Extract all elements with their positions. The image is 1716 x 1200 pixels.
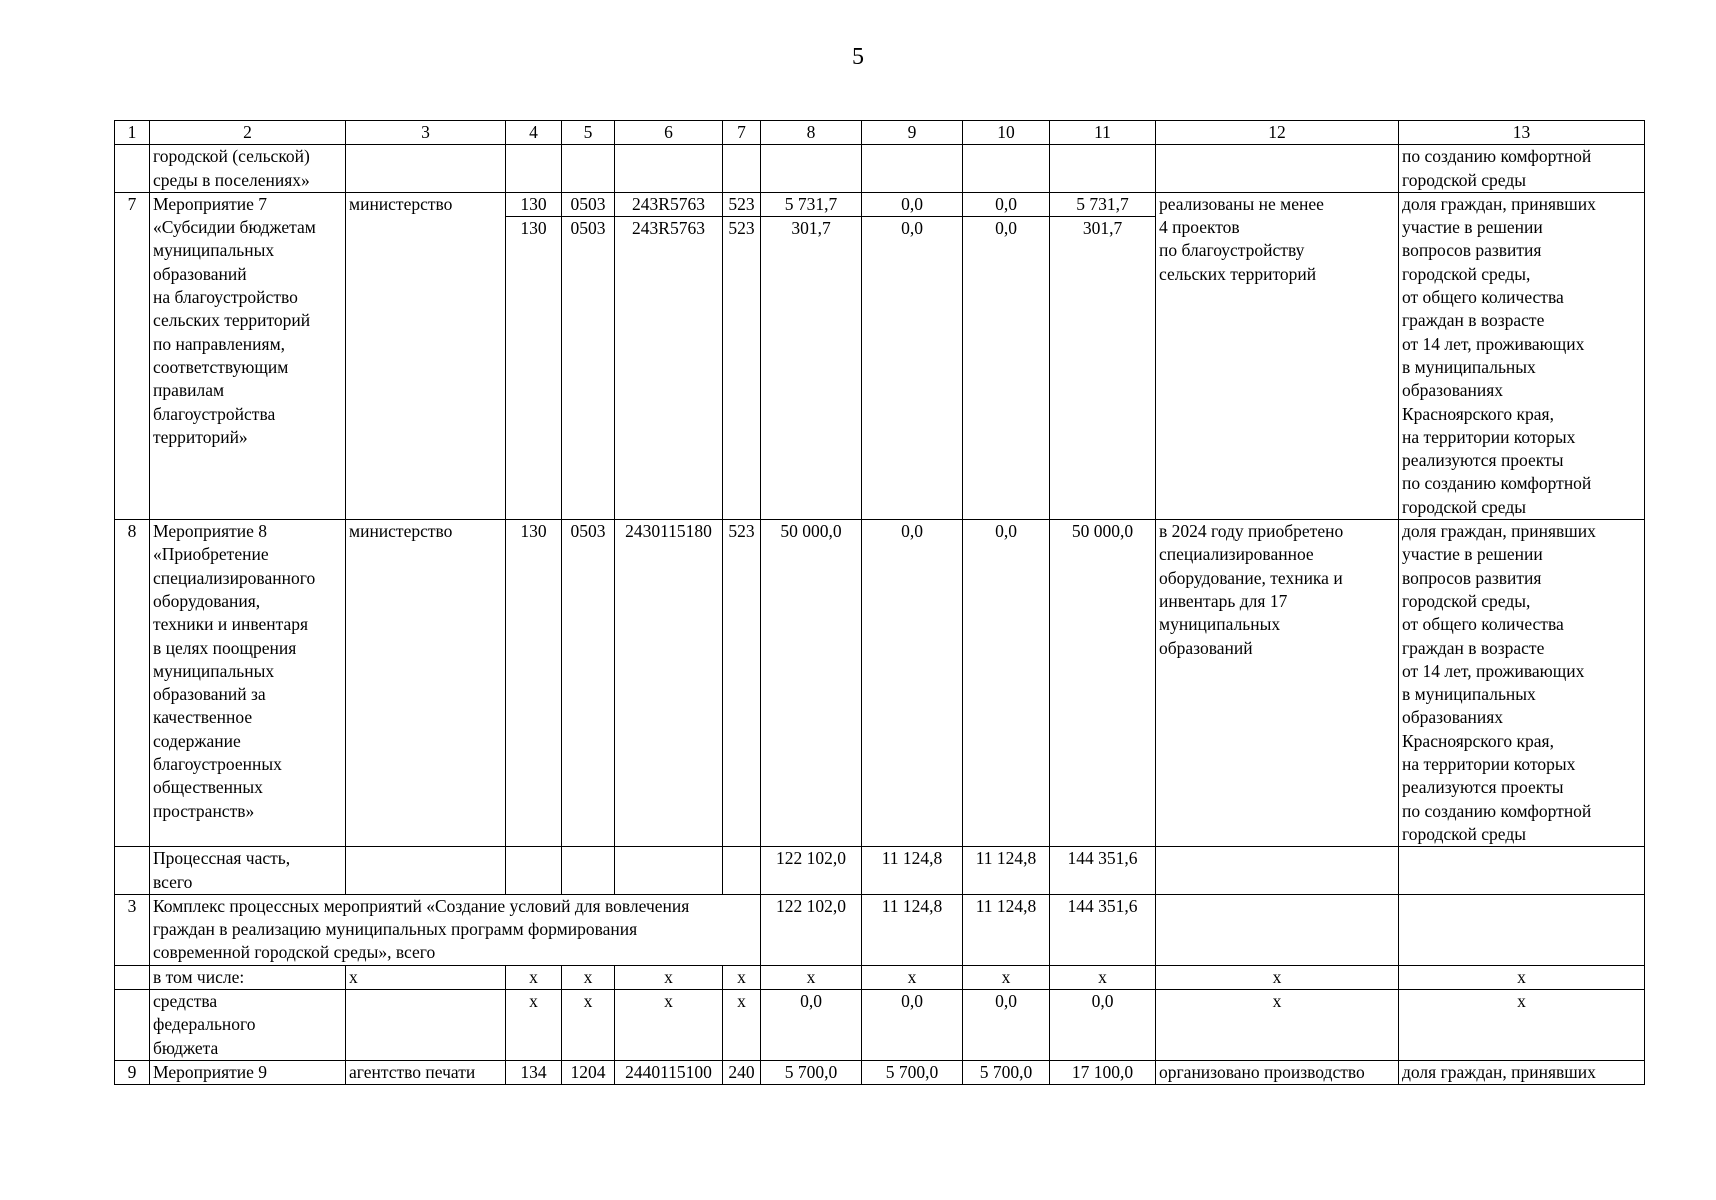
year3-cell: 0,0: [963, 520, 1050, 847]
column-number: 13: [1399, 121, 1645, 145]
x-mark: х: [1156, 989, 1399, 1060]
column-number: 11: [1050, 121, 1156, 145]
x-mark: х: [615, 965, 723, 989]
column-number: 8: [761, 121, 862, 145]
vr-cell: 523: [723, 520, 761, 847]
target-indicator: доля граждан, принявших участие в решении вопросов развития городской среды, от общего количества граждан в возрасте от 14 лет, проживающих в муниципальных образованиях Красноярского края, на территории которых реализуются проекты по созданию комфортной городской среды: [1399, 520, 1645, 847]
vr-cell: 240: [723, 1060, 761, 1084]
grbs-cell: 130: [506, 520, 562, 847]
x-mark: х: [723, 989, 761, 1060]
x-mark: х: [1399, 989, 1645, 1060]
year3-cell: 0,0: [963, 989, 1050, 1060]
target-indicator: доля граждан, принявших участие в решении вопросов развития городской среды, от общего количества граждан в возрасте от 14 лет, проживающих в муниципальных образованиях Красноярского края, на территории которых реализуются проекты по созданию комфортной городской среды: [1399, 192, 1645, 519]
x-mark: х: [963, 965, 1050, 989]
csr-cell: 243R5763 243R5763: [615, 192, 723, 519]
csr-cell: 2430115180: [615, 520, 723, 847]
total-cell: 50 000,0: [1050, 520, 1156, 847]
budget-table: [114, 120, 1645, 1085]
total-cell: 144 351,6: [1050, 847, 1156, 895]
x-mark: х: [723, 965, 761, 989]
complex-name: Комплекс процессных мероприятий «Создание условий для вовлечения граждан в реализацию муниципальных программ формирования современной городской среды», всего: [150, 894, 761, 965]
row-number: 8: [115, 520, 150, 847]
x-mark: х: [1156, 965, 1399, 989]
measure-name-continued: городской (сельской) среды в поселениях»: [150, 145, 346, 193]
rzpr-cell: 0503: [562, 520, 615, 847]
including-row: [115, 965, 1645, 989]
column-number: 4: [506, 121, 562, 145]
year2-cell: 11 124,8: [862, 894, 963, 965]
x-mark: х: [615, 989, 723, 1060]
executor: министерство: [346, 520, 506, 847]
rzpr-cell: 0503 0503: [562, 192, 615, 519]
rzpr-cell: 1204: [562, 1060, 615, 1084]
year1-cell: 0,0: [761, 989, 862, 1060]
x-mark: х: [562, 989, 615, 1060]
total-cell: 0,0: [1050, 989, 1156, 1060]
x-mark: х: [562, 965, 615, 989]
vr-cell: 523 523: [723, 192, 761, 519]
page-number: 5: [852, 44, 864, 70]
x-mark: х: [346, 965, 506, 989]
complex-row-3: [115, 894, 1645, 965]
column-number: 10: [963, 121, 1050, 145]
expected-result: организовано производство: [1156, 1060, 1399, 1084]
csr-cell: 2440115100: [615, 1060, 723, 1084]
total-cell: 144 351,6: [1050, 894, 1156, 965]
row-number: 7: [115, 192, 150, 519]
column-number: 3: [346, 121, 506, 145]
process-total-label: Процессная часть, всего: [150, 847, 346, 895]
continuation-row: [115, 145, 1645, 193]
executor: агентство печати: [346, 1060, 506, 1084]
year1-cell: 122 102,0: [761, 847, 862, 895]
target-indicator: доля граждан, принявших: [1399, 1060, 1645, 1084]
x-mark: х: [761, 965, 862, 989]
federal-budget-label: средства федерального бюджета: [150, 989, 346, 1060]
grbs-cell: 134: [506, 1060, 562, 1084]
measure-row-9: [115, 1060, 1645, 1084]
year1-cell: 5 700,0: [761, 1060, 862, 1084]
federal-budget-row: [115, 989, 1645, 1060]
column-number: 7: [723, 121, 761, 145]
year1-cell: 50 000,0: [761, 520, 862, 847]
column-number: 2: [150, 121, 346, 145]
grbs-cell: 130 130: [506, 192, 562, 519]
total-cell: 5 731,7 301,7: [1050, 192, 1156, 519]
year3-cell: 11 124,8: [963, 847, 1050, 895]
measure-name: Мероприятие 9: [150, 1060, 346, 1084]
x-mark: х: [1399, 965, 1645, 989]
year1-cell: 122 102,0: [761, 894, 862, 965]
column-number-row: [115, 121, 1645, 145]
year1-cell: 5 731,7 301,7: [761, 192, 862, 519]
executor: министерство: [346, 192, 506, 519]
x-mark: х: [1050, 965, 1156, 989]
row-number: 9: [115, 1060, 150, 1084]
column-number: 9: [862, 121, 963, 145]
year3-cell: 11 124,8: [963, 894, 1050, 965]
measure-name: Мероприятие 8 «Приобретение специализированного оборудования, техники и инвентаря в целях поощрения муниципальных образований за качественное содержание благоустроенных общественных пространств»: [150, 520, 346, 847]
expected-result: реализованы не менее 4 проектов по благоустройству сельских территорий: [1156, 192, 1399, 519]
x-mark: х: [506, 965, 562, 989]
measure-row-7: [115, 192, 1645, 519]
total-cell: 17 100,0: [1050, 1060, 1156, 1084]
year2-cell: 0,0: [862, 989, 963, 1060]
year3-cell: 5 700,0: [963, 1060, 1050, 1084]
column-number: 1: [115, 121, 150, 145]
year2-cell: 0,0: [862, 520, 963, 847]
measure-name: Мероприятие 7 «Субсидии бюджетам муниципальных образований на благоустройство сельских территорий по направлениям, соответствующим правилам благоустройства территорий»: [150, 192, 346, 519]
year2-cell: 5 700,0: [862, 1060, 963, 1084]
year2-cell: 0,0 0,0: [862, 192, 963, 519]
column-number: 6: [615, 121, 723, 145]
x-mark: х: [862, 965, 963, 989]
including-label: в том числе:: [150, 965, 346, 989]
measure-row-8: [115, 520, 1645, 847]
row-number: 3: [115, 894, 150, 965]
column-number: 12: [1156, 121, 1399, 145]
indicator-continued: по созданию комфортной городской среды: [1399, 145, 1645, 193]
x-mark: х: [506, 989, 562, 1060]
year3-cell: 0,0 0,0: [963, 192, 1050, 519]
column-number: 5: [562, 121, 615, 145]
process-total-row: [115, 847, 1645, 895]
year2-cell: 11 124,8: [862, 847, 963, 895]
expected-result: в 2024 году приобретено специализированное оборудование, техника и инвентарь для 17 муниципальных образований: [1156, 520, 1399, 847]
